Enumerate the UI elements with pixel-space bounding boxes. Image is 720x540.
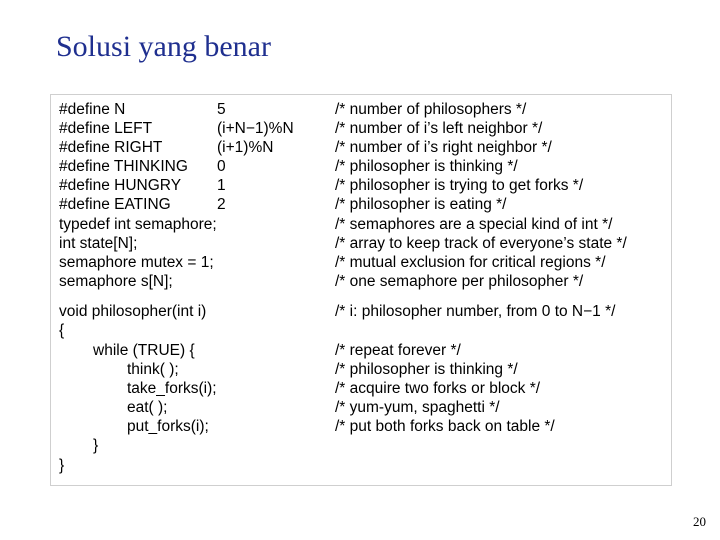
- decl-mutex-comment: /* mutual exclusion for critical regions */: [335, 254, 606, 271]
- code-listing: [50, 94, 672, 486]
- decl-mutex: semaphore mutex = 1;: [59, 254, 214, 271]
- stmt-eat-comment: /* yum-yum, spaghetti */: [335, 399, 500, 416]
- function-open-brace: {: [59, 322, 65, 339]
- define-left-comment: /* number of i’s left neighbor */: [335, 120, 543, 137]
- page-number: 20: [693, 514, 706, 529]
- function-signature-comment: /* i: philosopher number, from 0 to N−1 */: [335, 303, 616, 320]
- stmt-think: think( );: [127, 361, 179, 378]
- decl-state-comment: /* array to keep track of everyone’s state */: [335, 235, 627, 252]
- define-left: #define LEFT: [59, 120, 153, 137]
- while-close-brace: }: [93, 437, 99, 454]
- define-thinking: #define THINKING: [59, 158, 188, 175]
- define-hungry-value: 1: [217, 177, 226, 194]
- define-hungry: #define HUNGRY: [59, 177, 182, 194]
- while-loop-comment: /* repeat forever */: [335, 342, 461, 359]
- define-eating-comment: /* philosopher is eating */: [335, 196, 507, 213]
- define-eating-value: 2: [217, 196, 226, 213]
- stmt-think-comment: /* philosopher is thinking */: [335, 361, 518, 378]
- while-loop: while (TRUE) {: [93, 342, 195, 359]
- define-eating: #define EATING: [59, 196, 171, 213]
- stmt-put-forks: put_forks(i);: [127, 418, 209, 435]
- stmt-put-forks-comment: /* put both forks back on table */: [335, 418, 555, 435]
- stmt-take-forks-comment: /* acquire two forks or block */: [335, 380, 541, 397]
- function-signature: void philosopher(int i): [59, 303, 207, 320]
- function-close-brace: }: [59, 457, 65, 474]
- slide-title: Solusi yang benar: [56, 30, 271, 63]
- define-hungry-comment: /* philosopher is trying to get forks */: [335, 177, 584, 194]
- stmt-eat: eat( );: [127, 399, 168, 416]
- decl-typedef: typedef int semaphore;: [59, 216, 217, 233]
- define-right-comment: /* number of i’s right neighbor */: [335, 139, 552, 156]
- define-n-value: 5: [217, 101, 226, 118]
- define-thinking-comment: /* philosopher is thinking */: [335, 158, 518, 175]
- decl-state: int state[N];: [59, 235, 138, 252]
- define-n: #define N: [59, 101, 126, 118]
- define-left-value: (i+N−1)%N: [217, 120, 294, 137]
- decl-typedef-comment: /* semaphores are a special kind of int */: [335, 216, 613, 233]
- define-thinking-value: 0: [217, 158, 226, 175]
- define-right-value: (i+1)%N: [217, 139, 274, 156]
- decl-s-comment: /* one semaphore per philosopher */: [335, 273, 584, 290]
- define-right: #define RIGHT: [59, 139, 163, 156]
- stmt-take-forks: take_forks(i);: [127, 380, 217, 397]
- decl-s: semaphore s[N];: [59, 273, 173, 290]
- define-n-comment: /* number of philosophers */: [335, 101, 527, 118]
